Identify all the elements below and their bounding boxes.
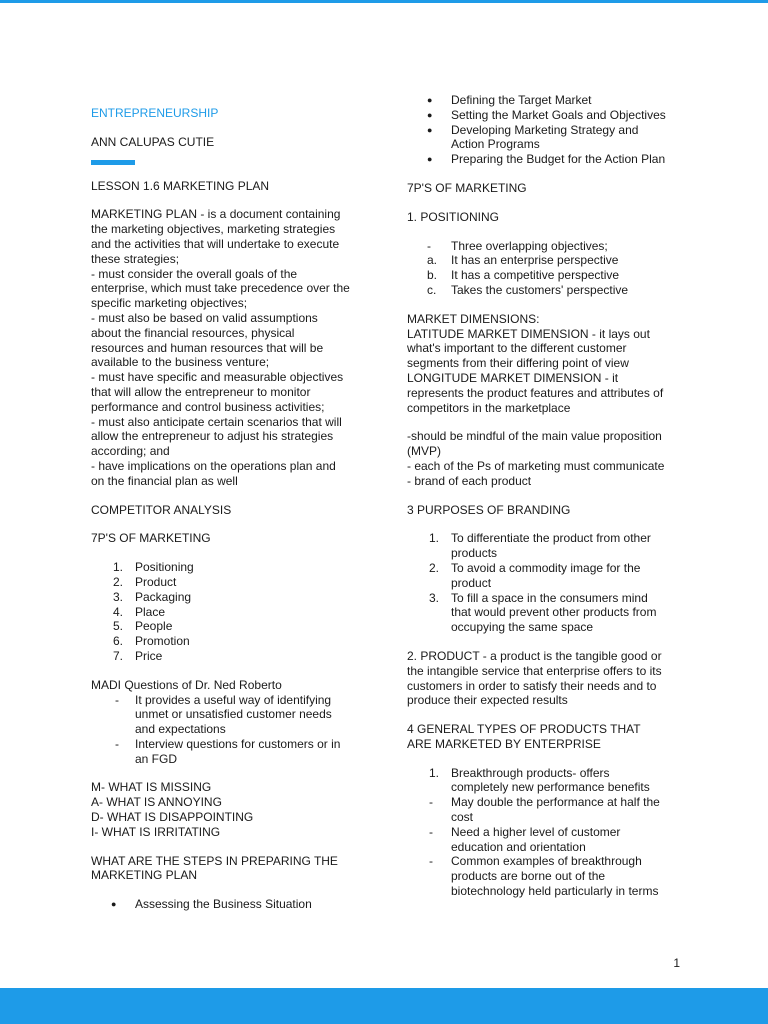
product-types-list (407, 766, 687, 899)
list-item-text: Common examples of breakthrough products are borne out of the biotechnology held particularly in terms (451, 854, 659, 899)
seven-ps-heading-right: 7P'S OF MARKETING (407, 180, 527, 195)
list-marker: 3. (429, 590, 440, 605)
bullet-marker: ● (427, 109, 433, 120)
bottom-accent-bar (0, 988, 768, 1024)
list-item-text: Setting the Market Goals and Objectives (451, 107, 666, 122)
branding-heading: 3 PURPOSES OF BRANDING (407, 502, 571, 517)
list-item (407, 239, 687, 254)
madi-letters: M- WHAT IS MISSING A- WHAT IS ANNOYING D- WHAT IS DISAPPOINTING I- WHAT IS IRRITATING (91, 780, 254, 839)
list-item (91, 605, 371, 620)
list-item (407, 283, 687, 298)
madi-heading: MADI Questions of Dr. Ned Roberto (91, 677, 282, 692)
list-item-text: Interview questions for customers or in an FGD (135, 736, 341, 766)
list-marker: - (427, 238, 431, 253)
list-item (91, 560, 371, 575)
list-item (407, 253, 687, 268)
list-item (91, 634, 371, 649)
positioning-heading: 1. POSITIONING (407, 209, 500, 224)
list-item (91, 590, 371, 605)
list-item (407, 561, 687, 591)
list-marker: 5. (113, 619, 124, 634)
steps-list-left (91, 897, 371, 912)
list-item-text: Packaging (135, 589, 192, 604)
seven-ps-list (91, 560, 371, 664)
list-item-text: People (135, 619, 173, 634)
list-marker: - (429, 854, 433, 869)
list-item-text: Positioning (135, 560, 194, 575)
competitor-analysis-heading: COMPETITOR ANALYSIS (91, 502, 232, 517)
bullet-marker: ● (427, 124, 433, 135)
list-item (407, 108, 687, 123)
list-item-text: Price (135, 648, 163, 663)
list-marker: 1. (429, 531, 440, 546)
list-marker: 1. (113, 560, 124, 575)
list-item-text: Assessing the Business Situation (135, 897, 312, 912)
list-item-text: To fill a space in the consumers mind that would prevent other products from occupying the same space (451, 590, 657, 635)
list-marker: 1. (429, 765, 440, 780)
list-marker: 7. (113, 648, 124, 663)
list-item (91, 575, 371, 590)
marketing-plan-definition: MARKETING PLAN - is a document containing the marketing objectives, marketing strategies and the activities that will undertake to execute these strategies; - must consider the overall goals of the enterprise, which must take precedence over the specific marketing objectives; - must also be based on valid assumptions about the financial resources, physical resources and human resources that will be available to the business venture; - must have specific and measurable objectives that will allow the entrepreneur to monitor performance and control business activities; - must also anticipate certain scenarios that will allow the entrepreneur to adjust his strategies according; and - have implications on the operations plan and on the financial plan as well (91, 207, 350, 488)
list-marker: - (115, 736, 119, 751)
list-item-text: It provides a useful way of identifying unmet or unsatisfied customer needs and expectations (135, 692, 332, 737)
seven-ps-heading: 7P'S OF MARKETING (91, 531, 211, 546)
list-item-text: Developing Marketing Strategy and Action Programs (451, 122, 639, 152)
list-item-text: Place (135, 604, 166, 619)
lesson-heading: LESSON 1.6 MARKETING PLAN (91, 178, 270, 193)
product-definition: 2. PRODUCT - a product is the tangible good or the intangible service that enterprise offers to its customers in order to satisfy their needs and to produce their expected results (407, 648, 662, 708)
steps-list-right (407, 93, 687, 167)
positioning-list (407, 239, 687, 298)
list-item (91, 693, 371, 737)
author-name: ANN CALUPAS CUTIE (91, 134, 215, 149)
list-marker: c. (427, 282, 437, 297)
list-marker: - (429, 824, 433, 839)
right-column (407, 93, 687, 899)
list-item (91, 737, 371, 767)
top-accent-bar (0, 0, 768, 3)
product-types-heading: 4 GENERAL TYPES OF PRODUCTS THAT ARE MARKETED BY ENTERPRISE (407, 722, 641, 751)
bullet-marker: ● (111, 899, 117, 910)
list-item-text: Breakthrough products- offers completely new performance benefits (451, 765, 650, 795)
list-marker: 6. (113, 634, 124, 649)
list-item-text: To avoid a commodity image for the product (451, 560, 641, 590)
list-marker: - (115, 692, 119, 707)
list-item (91, 649, 371, 664)
list-marker: - (429, 795, 433, 810)
list-item (407, 591, 687, 635)
list-item-text: May double the performance at half the cost (451, 795, 660, 825)
list-item-text: Takes the customers' perspective (451, 282, 629, 297)
list-marker: 2. (113, 574, 124, 589)
page-number: 1 (673, 956, 680, 970)
list-item-text: It has an enterprise perspective (451, 253, 619, 268)
list-item (407, 766, 687, 796)
list-item (407, 93, 687, 108)
list-item (91, 897, 371, 912)
list-item-text: Preparing the Budget for the Action Plan (451, 152, 666, 167)
list-item-text: To differentiate the product from other products (451, 531, 651, 561)
list-item (407, 268, 687, 283)
list-item (407, 531, 687, 561)
mvp-text: -should be mindful of the main value proposition (MVP) - each of the Ps of marketing must communicate - brand of each product (407, 429, 665, 488)
madi-list (91, 693, 371, 767)
list-item (407, 152, 687, 167)
list-marker: 4. (113, 604, 124, 619)
list-item-text: Need a higher level of customer education and orientation (451, 824, 621, 854)
list-item (407, 825, 687, 855)
bullet-marker: ● (427, 95, 433, 105)
branding-list (407, 531, 687, 635)
left-column (91, 106, 371, 912)
list-item-text: It has a competitive perspective (451, 268, 620, 283)
bullet-marker: ● (427, 154, 433, 165)
steps-heading: WHAT ARE THE STEPS IN PREPARING THE MARKETING PLAN (91, 853, 338, 883)
list-item (91, 619, 371, 634)
market-dimensions-text: MARKET DIMENSIONS: LATITUDE MARKET DIMENSION - it lays out what's important to the different customer segments from their differing point of view LONGITUDE MARKET DIMENSION - it represents the product features and attributes of competitors in the marketplace (407, 311, 664, 415)
list-item (407, 854, 687, 898)
list-marker: a. (427, 253, 438, 268)
list-marker: b. (427, 268, 438, 283)
list-item (407, 123, 687, 153)
list-item-text: Product (135, 574, 177, 589)
list-marker: 2. (429, 560, 440, 575)
list-marker: 3. (113, 589, 124, 604)
list-item-text: Promotion (135, 634, 190, 649)
list-item-text: Defining the Target Market (451, 93, 592, 107)
list-item-text: Three overlapping objectives; (451, 238, 608, 253)
list-item (407, 795, 687, 825)
subject-title: ENTREPRENEURSHIP (91, 106, 219, 120)
